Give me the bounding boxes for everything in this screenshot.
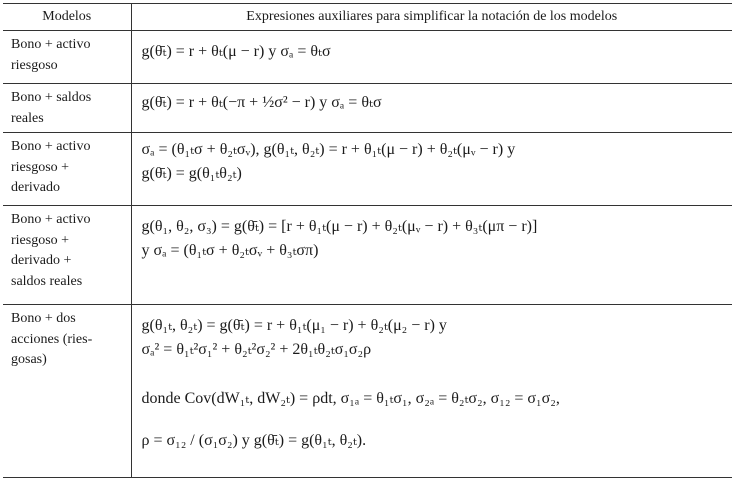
expression-cell — [131, 84, 732, 133]
table-row — [3, 84, 732, 133]
expression-cell — [131, 206, 732, 305]
equation-line: g(θ₁, θ₂, σ₃) = g(θ̄ₜ) = [r + θ₁ₜ(μ − r) + θ₂ₜ(μᵥ − r) + θ₃ₜ(μπ − r)] — [141, 218, 538, 235]
equation-line: σₐ² = θ₁ₜ²σ₁² + θ₂ₜ²σ₂² + 2θ₁ₜθ₂ₜσ₁σ₂ρ — [141, 341, 372, 358]
models-table — [3, 3, 732, 478]
table-row — [3, 305, 732, 478]
model-cell — [3, 84, 131, 133]
table-row — [3, 133, 732, 206]
model-cell — [3, 31, 131, 84]
model-line: Bono + activo — [11, 212, 91, 227]
model-line: derivado + — [11, 253, 72, 268]
model-line: reales — [11, 110, 44, 126]
model-line: acciones (ries- — [11, 331, 93, 347]
model-line: Bono + saldos — [11, 90, 92, 105]
model-cell — [3, 206, 131, 305]
equation-line: ρ = σ₁₂ / (σ₁σ₂) y g(θ̄ₜ) = g(θ₁ₜ, θ₂ₜ). — [141, 432, 367, 449]
equation-line: g(θ₁ₜ, θ₂ₜ) = g(θ̄ₜ) = r + θ₁ₜ(μ₁ − r) + θ₂ₜ(μ₂ − r) y — [141, 317, 447, 334]
model-line: Bono + dos — [11, 311, 76, 326]
equation-line: σₐ = (θ₁ₜσ + θ₂ₜσᵥ), g(θ₁ₜ, θ₂ₜ) = r + θ₁ₜ(μ − r) + θ₂ₜ(μᵥ − r) y — [141, 141, 516, 158]
equation-line: donde Cov(dW₁ₜ, dW₂ₜ) = ρdt, σ₁ₐ = θ₁ₜσ₁, σ₂ₐ = θ₂ₜσ₂, σ₁₂ = σ₁σ₂, — [141, 390, 560, 407]
model-line: riesgoso + — [11, 232, 70, 248]
equation-line: g(θ̄ₜ) = r + θₜ(μ − r) y σₐ = θₜσ — [141, 43, 331, 60]
header-models: Modelos — [3, 4, 131, 31]
model-cell — [3, 305, 131, 478]
table-row — [3, 31, 732, 84]
equation-line: y σₐ = (θ₁ₜσ + θ₂ₜσᵥ + θ₃ₜσπ) — [141, 242, 319, 259]
model-line: derivado — [11, 180, 60, 195]
header-expressions: Expresiones auxiliares para simplificar la notación de los modelos — [131, 4, 732, 31]
model-line: gosas) — [11, 352, 47, 367]
model-line: riesgoso — [11, 57, 58, 73]
equation-line: g(θ̄ₜ) = g(θ₁ₜθ₂ₜ) — [141, 165, 242, 182]
expression-cell — [131, 31, 732, 84]
header-row — [3, 4, 732, 31]
expression-cell — [131, 305, 732, 478]
model-line: Bono + activo — [11, 37, 91, 52]
model-cell — [3, 133, 131, 206]
table-row — [3, 206, 732, 305]
model-line: saldos reales — [11, 273, 83, 289]
equation-line: g(θ̄ₜ) = r + θₜ(−π + ½σ² − r) y σₐ = θₜσ — [141, 94, 382, 111]
model-line: Bono + activo — [11, 139, 91, 154]
model-line: riesgoso + — [11, 159, 70, 175]
expression-cell — [131, 133, 732, 206]
